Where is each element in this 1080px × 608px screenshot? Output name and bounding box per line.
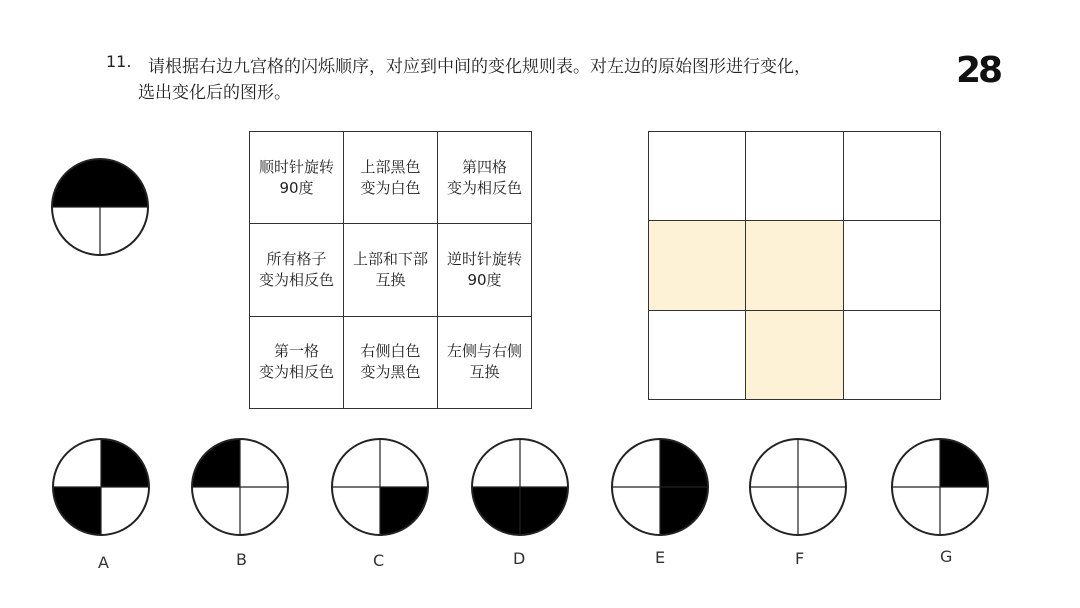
rule-cell: 上部黑色 变为白色 — [344, 132, 438, 224]
rule-cell: 左侧与右侧 互换 — [438, 316, 532, 408]
flash-cell — [746, 221, 843, 310]
rules-table — [249, 131, 532, 409]
rule-cell: 逆时针旋转 90度 — [438, 224, 532, 316]
rule-cell: 第四格 变为相反色 — [438, 132, 532, 224]
flash-grid — [648, 131, 941, 400]
option-f[interactable] — [747, 436, 849, 538]
option-b[interactable] — [189, 436, 291, 538]
flash-cell — [649, 310, 746, 399]
flash-cell — [649, 132, 746, 221]
rule-cell: 顺时针旋转 90度 — [250, 132, 344, 224]
option-e[interactable] — [609, 436, 711, 538]
option-g[interactable] — [889, 436, 991, 538]
rule-cell: 第一格 变为相反色 — [250, 316, 344, 408]
flash-cell — [843, 221, 940, 310]
flash-cell — [843, 132, 940, 221]
flash-cell — [843, 310, 940, 399]
rule-cell: 右侧白色 变为黑色 — [344, 316, 438, 408]
question-text-line2: 选出变化后的图形。 — [138, 83, 291, 103]
question-text-line1: 请根据右边九宫格的闪烁顺序，对应到中间的变化规则表。对左边的原始图形进行变化， — [148, 57, 811, 77]
option-g-label[interactable]: G — [940, 547, 953, 566]
option-c[interactable] — [329, 436, 431, 538]
option-d-label[interactable]: D — [513, 549, 526, 568]
option-e-label[interactable]: E — [655, 548, 666, 567]
rule-cell: 上部和下部 互换 — [344, 224, 438, 316]
option-b-label[interactable]: B — [236, 550, 247, 569]
flash-cell — [746, 132, 843, 221]
question-number: 11. — [106, 52, 132, 71]
flash-cell — [746, 310, 843, 399]
option-d[interactable] — [469, 436, 571, 538]
flash-cell — [649, 221, 746, 310]
option-a-label[interactable]: A — [98, 553, 109, 572]
option-f-label[interactable]: F — [795, 549, 805, 568]
countdown-timer: 28 — [956, 50, 1001, 91]
rule-cell: 所有格子 变为相反色 — [250, 224, 344, 316]
original-shape — [50, 157, 150, 257]
option-c-label[interactable]: C — [373, 551, 385, 570]
option-a[interactable] — [50, 436, 152, 538]
